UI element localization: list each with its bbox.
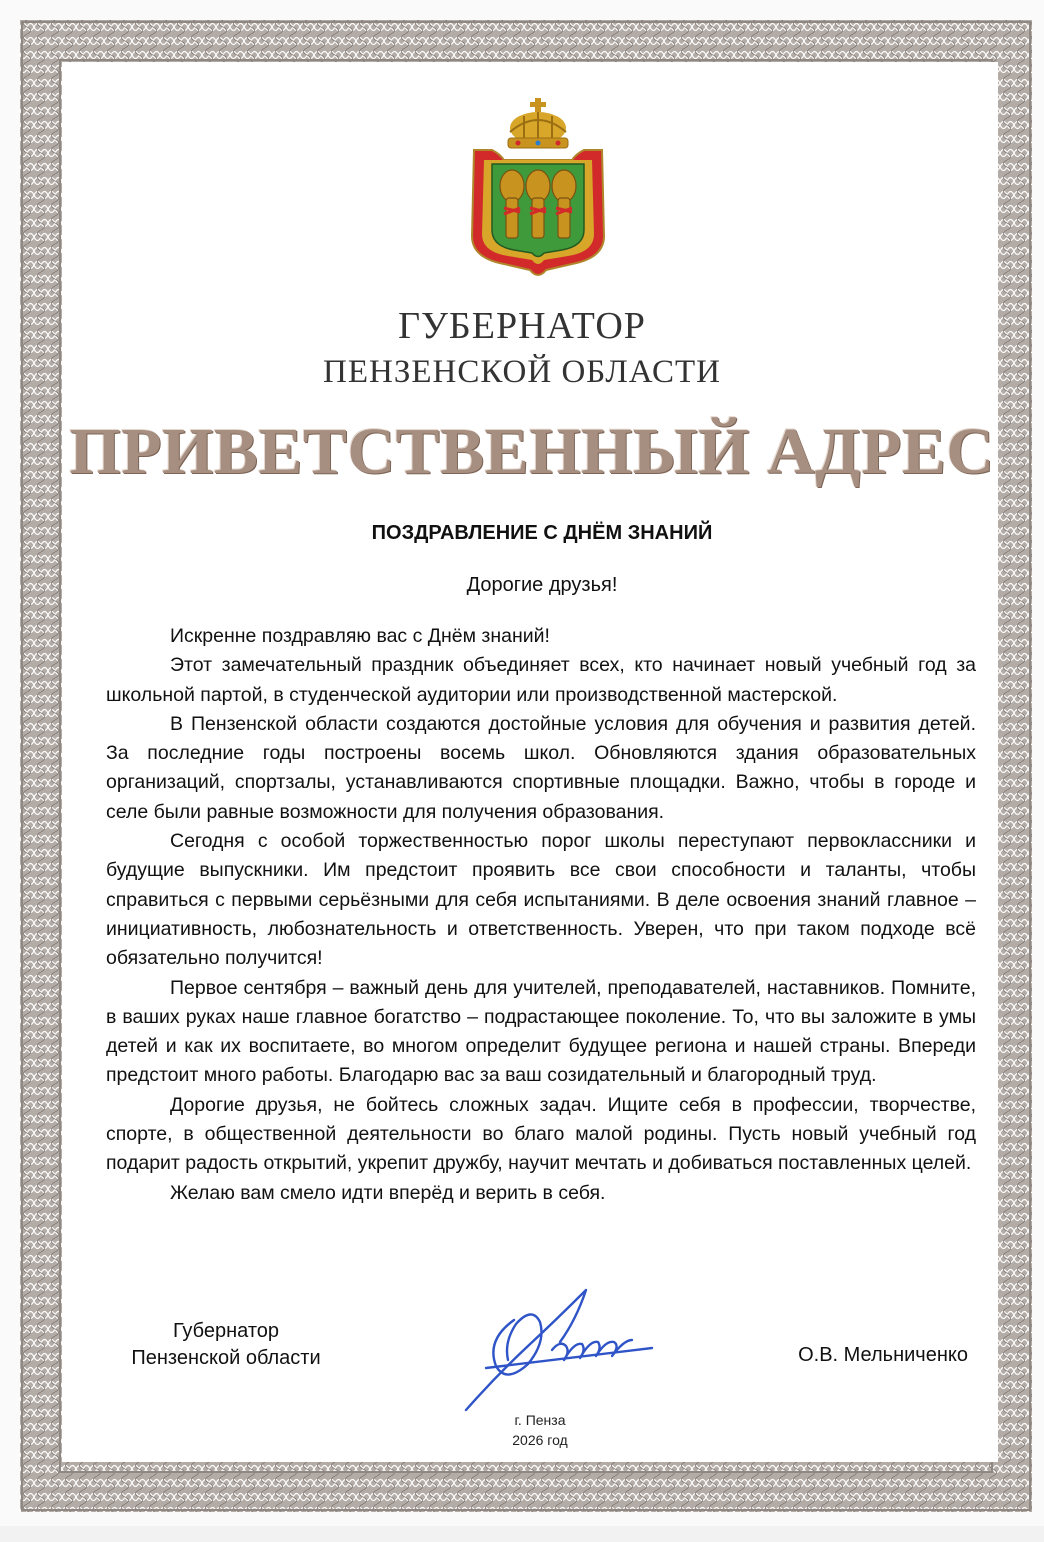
paragraph: Искренне поздравляю вас с Днём знаний! (170, 625, 550, 647)
letter-body (106, 622, 976, 1208)
crown-icon (508, 98, 568, 148)
paragraph: Желаю вам смело идти вперёд и верить в себя. (170, 1181, 606, 1204)
position-line: Пензенской области (131, 1347, 321, 1369)
paragraph: Дорогие друзья, не бойтесь сложных задач. Ищите себя в профессии, творчестве, спорте, в общественной деятельности во благо малой родины. Пусть новый учебный год подарит радость открытий, укрепит дружбу, научит мечтать и добиваться поставленных целей. (106, 1093, 976, 1175)
title-governor: ГУБЕРНАТОР (398, 305, 646, 347)
handwritten-signature (456, 1280, 666, 1420)
year: 2026 год (512, 1432, 568, 1448)
paragraph: Первое сентября – важный день для учителей, преподавателей, наставников. Помните, в ваших руках наше главное богатство – подрастающее поколение. То, что вы заложите в умы детей и как их воспитаете, во многом определит будущее региона и нашей страны. Впереди предстоит много работы. Благодарю вас за ваш созидательный и благородный труд. (106, 976, 976, 1087)
paragraph: Этот замечательный праздник объединяет всех, кто начинает новый учебный год за школьной партой, в студенческой аудитории или производственной мастерской. (106, 654, 976, 706)
place: г. Пенза (514, 1412, 566, 1428)
coat-of-arms-icon (464, 98, 612, 280)
signatory-name: О.В. Мельниченко (798, 1344, 968, 1366)
subheading: ПОЗДРАВЛЕНИЕ С ДНЁМ ЗНАНИЙ (371, 522, 713, 544)
paragraph: Сегодня с особой торжественностью порог школы переступают первоклассники и будущие выпускники. Им предстоит проявить все свои способности и таланты, чтобы справиться с первыми серьёзными для себя испытаниями. В деле освоения знаний главное – инициативность, любознательность и ответственность. Уверен, что при таком подходе всё обязательно получится! (106, 830, 976, 970)
document-type-title: ПРИВЕТСТВЕННЫЙ АДРЕС (69, 415, 995, 488)
place-and-year (0, 1410, 1044, 1450)
signatory-position (108, 1318, 344, 1372)
salutation: Дорогие друзья! (466, 574, 618, 596)
position-line: Губернатор (172, 1320, 280, 1342)
title-region: ПЕНЗЕНСКОЙ ОБЛАСТИ (323, 354, 721, 390)
paragraph: В Пензенской области создаются достойные условия для обучения и развития детей. За последние годы построены восемь школ. Обновляются здания образовательных организаций, спортзалы, устанавливаются спортивные площадки. Важно, чтобы в городе и селе были равные возможности для получения образования. (106, 712, 976, 823)
sheaf-icon (500, 170, 576, 238)
